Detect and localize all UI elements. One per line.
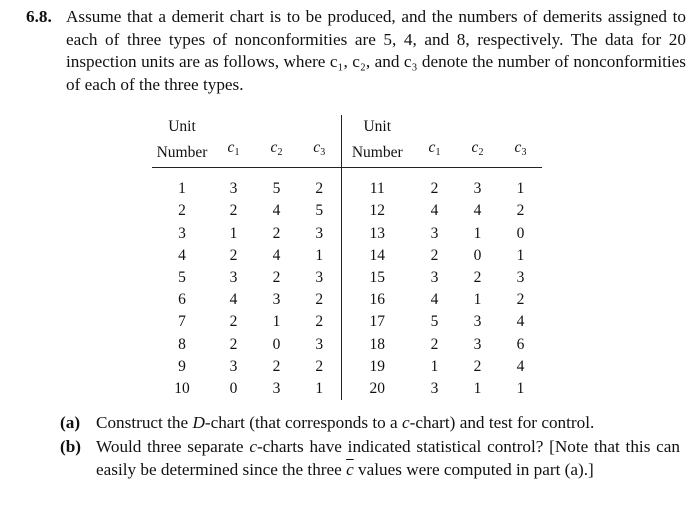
cell-left-c3: 5 (315, 202, 324, 220)
table-row (152, 334, 542, 356)
cell-right-unit: 19 (341, 356, 413, 378)
part-a: (a) Construct the D-chart (that corresponds to a c-chart) and test for control. (60, 413, 595, 432)
cell-left-c1: 3 (229, 180, 238, 198)
cell-left-c1: 0 (229, 379, 238, 397)
c-bar-symbol: $\overline{c}$ (346, 460, 354, 479)
cell-left-c3: 2 (315, 313, 324, 331)
question-parts (60, 411, 680, 482)
cell-right-c3: 6 (516, 335, 525, 353)
cell-right-c2: 1 (473, 291, 482, 309)
cell-right-unit: 17 (341, 311, 413, 333)
unit-header-line1-right: Unit (341, 115, 413, 137)
cell-right-unit: 18 (341, 334, 413, 356)
cell-left-unit: 10 (174, 379, 190, 397)
cell-left-c2: 1 (272, 313, 281, 331)
cell-left-c3: 1 (315, 379, 324, 397)
problem-statement (26, 6, 686, 96)
cell-left-c1: 2 (229, 202, 238, 220)
unit-header-line1-left: Unit (168, 118, 196, 136)
cell-left-c2: 2 (272, 357, 281, 375)
cell-left-unit: 2 (178, 202, 186, 220)
cell-right-c3: 4 (516, 313, 525, 331)
col-c2-header-left: $c_2$ (255, 137, 298, 168)
cell-right-c2: 1 (473, 224, 482, 242)
col-c3-header-left: $c_3$ (298, 137, 341, 168)
cell-right-unit: 12 (341, 200, 413, 222)
table-row (152, 267, 542, 289)
cell-right-unit: 16 (341, 289, 413, 311)
cell-left-c3: 3 (315, 224, 324, 242)
cell-left-unit: 4 (178, 246, 186, 264)
cell-right-c1: 3 (430, 269, 439, 287)
cell-right-c1: 4 (430, 202, 439, 220)
unit-header-line2-left: Number (152, 137, 212, 168)
cell-left-unit: 9 (178, 357, 186, 375)
cell-left-c2: 3 (272, 379, 281, 397)
col-c3-header-right: $c_3$ (499, 137, 542, 168)
col-c1-header-left: $c_1$ (212, 137, 255, 168)
cell-left-c3: 3 (315, 269, 324, 287)
cell-left-unit: 8 (178, 335, 186, 353)
col-c1-header-right: $c_1$ (413, 137, 456, 168)
cell-left-c2: 4 (272, 246, 281, 264)
cell-left-c1: 3 (229, 269, 238, 287)
cell-right-c3: 1 (516, 246, 525, 264)
table-row (152, 356, 542, 378)
problem-number: 6.8. (26, 7, 52, 26)
cell-right-c1: 2 (430, 246, 439, 264)
cell-right-unit: 15 (341, 267, 413, 289)
cell-right-c1: 3 (430, 379, 439, 397)
cell-left-c3: 2 (315, 357, 324, 375)
cell-left-c2: 0 (272, 335, 281, 353)
cell-left-unit: 6 (178, 291, 186, 309)
cell-left-c1: 2 (229, 313, 238, 331)
problem-text: Assume that a demerit chart is to be produced, and the numbers of demerits assigned to each of three types of nonconformities are 5, 4, and 8, respectively. The data for 20 inspection units are as follows, where c₁, c₂, and c₃ denote the number of nonconformities of each of the three types. (66, 7, 686, 94)
cell-left-c1: 4 (229, 291, 238, 309)
cell-right-c1: 5 (430, 313, 439, 331)
data-table (152, 115, 542, 400)
cell-left-c2: 2 (272, 224, 281, 242)
table-row (152, 378, 542, 400)
part-a-label: (a) (60, 413, 81, 432)
cell-right-c3: 0 (516, 224, 525, 242)
cell-right-c3: 1 (516, 379, 525, 397)
cell-left-c1: 2 (229, 335, 238, 353)
cell-left-c1: 3 (229, 357, 238, 375)
cell-left-c2: 4 (272, 202, 281, 220)
cell-right-c3: 3 (516, 269, 525, 287)
cell-right-c1: 2 (430, 180, 439, 198)
cell-right-c1: 4 (430, 291, 439, 309)
cell-left-unit: 5 (178, 269, 186, 287)
cell-left-c3: 2 (315, 180, 324, 198)
cell-right-c1: 1 (430, 357, 439, 375)
unit-header-line2-right: Number (341, 137, 413, 168)
cell-right-unit: 13 (341, 223, 413, 245)
cell-left-c2: 5 (272, 180, 281, 198)
cell-right-unit: 14 (341, 245, 413, 267)
cell-left-c2: 3 (272, 291, 281, 309)
cell-right-c3: 2 (516, 202, 525, 220)
data-table-container (152, 115, 542, 400)
col-c2-header-right: $c_2$ (456, 137, 499, 168)
cell-left-unit: 3 (178, 224, 186, 242)
cell-left-c3: 1 (315, 246, 324, 264)
cell-left-c2: 2 (272, 269, 281, 287)
cell-right-c2: 0 (473, 246, 482, 264)
cell-right-unit: 11 (341, 168, 413, 201)
cell-left-unit: 1 (178, 180, 186, 198)
cell-right-c3: 1 (516, 180, 525, 198)
cell-right-c2: 3 (473, 335, 482, 353)
cell-right-c2: 3 (473, 180, 482, 198)
table-row (152, 200, 542, 222)
table-row (152, 311, 542, 333)
cell-right-c3: 2 (516, 291, 525, 309)
cell-left-c3: 3 (315, 335, 324, 353)
part-b: (b) Would three separate c-charts have indicated statistical control? [Note that this can easily be determined since the three $\overline{c}$ values were computed in part (a).] (60, 437, 680, 479)
cell-right-unit: 20 (341, 378, 413, 400)
table-row (152, 223, 542, 245)
cell-right-c2: 2 (473, 357, 482, 375)
cell-left-c3: 2 (315, 291, 324, 309)
cell-right-c2: 4 (473, 202, 482, 220)
cell-left-c1: 1 (229, 224, 238, 242)
cell-right-c2: 2 (473, 269, 482, 287)
table-row (152, 289, 542, 311)
cell-right-c3: 4 (516, 357, 525, 375)
table-row (152, 245, 542, 267)
table-row (152, 168, 542, 201)
cell-right-c1: 3 (430, 224, 439, 242)
cell-left-unit: 7 (178, 313, 186, 331)
cell-right-c2: 3 (473, 313, 482, 331)
cell-left-c1: 2 (229, 246, 238, 264)
part-b-label: (b) (60, 437, 82, 456)
cell-right-c1: 2 (430, 335, 439, 353)
table-body (152, 168, 542, 400)
cell-right-c2: 1 (473, 379, 482, 397)
